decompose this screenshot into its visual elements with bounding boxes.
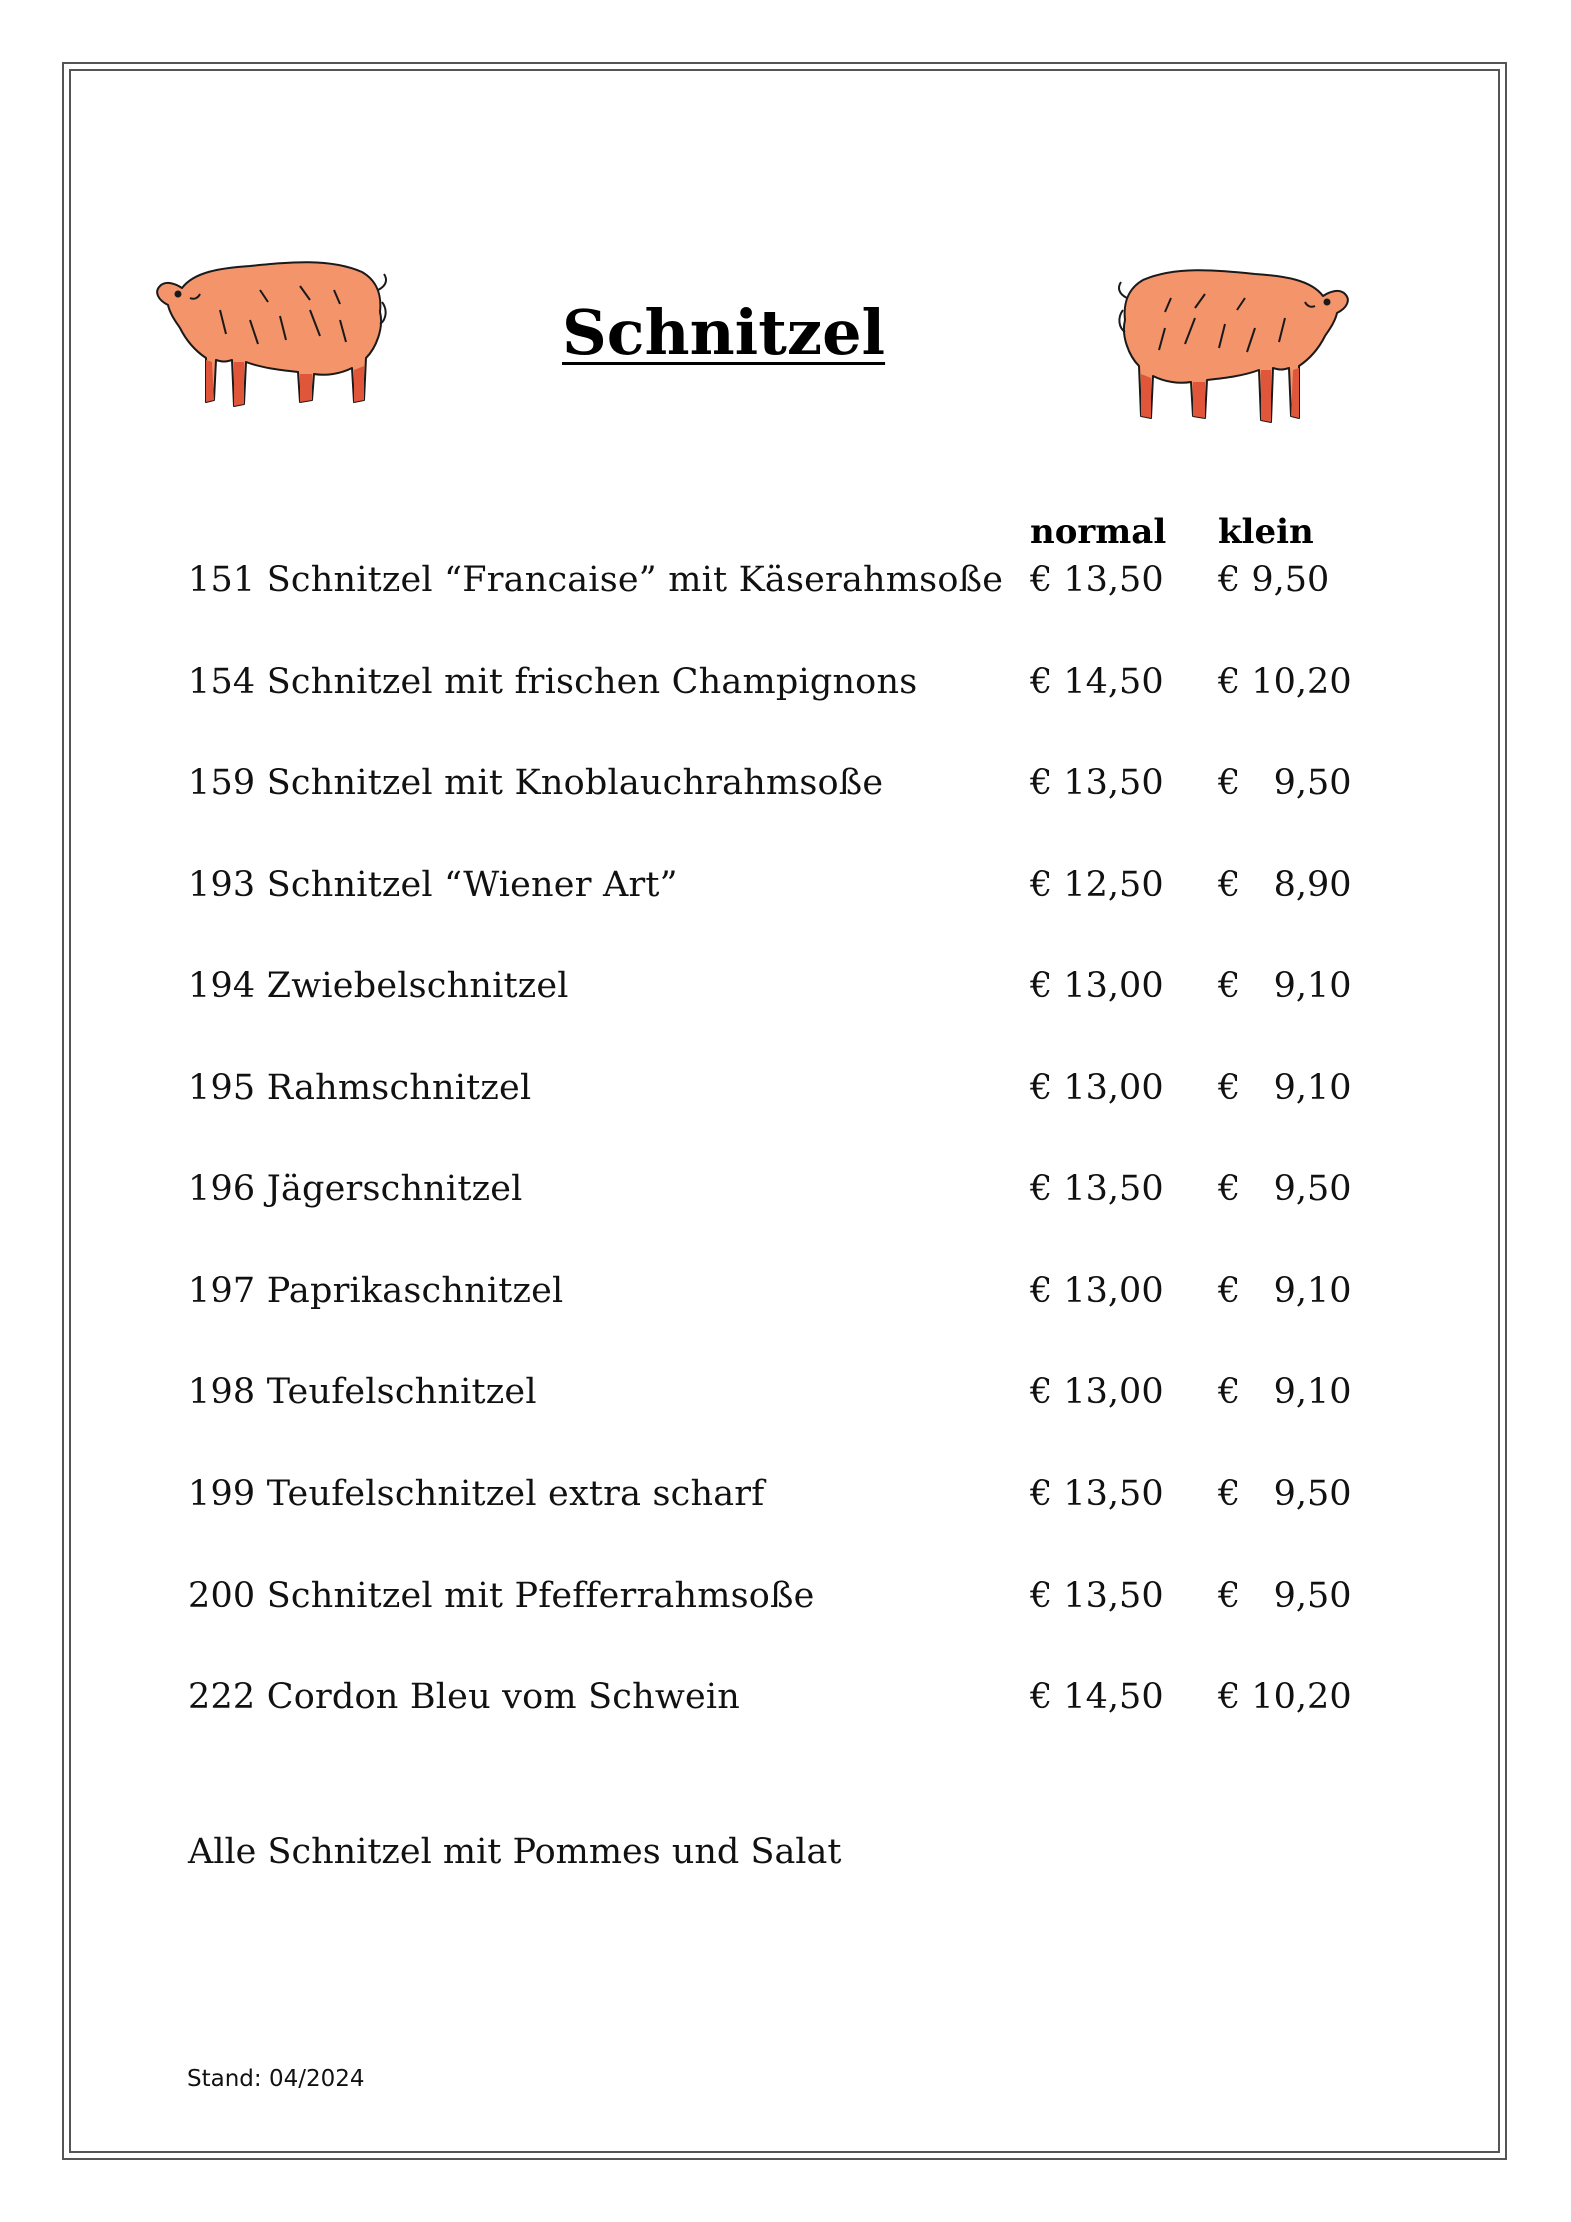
menu-item xyxy=(0,662,1571,712)
page-title: Schnitzel xyxy=(562,296,886,369)
stand-date: Stand: 04/2024 xyxy=(187,2066,365,2092)
menu-item-price-klein: € 9,10 xyxy=(1218,1271,1352,1311)
menu-item-name: 154 Schnitzel mit frischen Champignons xyxy=(188,662,918,702)
menu-item-price-klein: € 10,20 xyxy=(1218,662,1352,702)
menu-item-price-klein: € 9,10 xyxy=(1218,1068,1352,1108)
menu-item-name: 196 Jägerschnitzel xyxy=(188,1169,523,1209)
menu-item xyxy=(0,1372,1571,1422)
menu-item-price-klein: € 9,50 xyxy=(1218,763,1352,803)
menu-item xyxy=(0,763,1571,813)
menu-item-price-normal: € 13,00 xyxy=(1030,1271,1164,1311)
menu-item-price-klein: € 9,50 xyxy=(1218,1474,1352,1514)
menu-item-price-normal: € 13,50 xyxy=(1030,1576,1164,1616)
menu-item-price-klein: € 9,10 xyxy=(1218,966,1352,1006)
menu-note: Alle Schnitzel mit Pommes und Salat xyxy=(188,1832,842,1872)
menu-item-name: 193 Schnitzel “Wiener Art” xyxy=(188,865,678,905)
menu-item-name: 194 Zwiebelschnitzel xyxy=(188,966,569,1006)
menu-item-price-normal: € 13,50 xyxy=(1030,1474,1164,1514)
menu-item-price-klein: € 10,20 xyxy=(1218,1677,1352,1717)
menu-item-price-klein: € 9,10 xyxy=(1218,1372,1352,1412)
menu-item-price-klein: € 9,50 xyxy=(1218,1576,1352,1616)
menu-item-price-normal: € 13,50 xyxy=(1030,560,1164,600)
menu-item-name: 222 Cordon Bleu vom Schwein xyxy=(188,1677,741,1717)
menu-item-price-normal: € 13,50 xyxy=(1030,1169,1164,1209)
menu-item xyxy=(0,1474,1571,1524)
column-header-normal: normal xyxy=(1030,512,1167,552)
menu-item-price-normal: € 13,00 xyxy=(1030,966,1164,1006)
menu-item-name: 159 Schnitzel mit Knoblauchrahmsoße xyxy=(188,763,884,803)
menu-item-price-normal: € 12,50 xyxy=(1030,865,1164,905)
menu-item xyxy=(0,1677,1571,1727)
menu-item xyxy=(0,1169,1571,1219)
column-header-klein: klein xyxy=(1218,512,1314,552)
menu-item-name: 197 Paprikaschnitzel xyxy=(188,1271,564,1311)
menu-item-price-normal: € 13,00 xyxy=(1030,1068,1164,1108)
menu-item xyxy=(0,865,1571,915)
menu-item-price-normal: € 14,50 xyxy=(1030,1677,1164,1717)
menu-item-name: 151 Schnitzel “Francaise” mit Käserahmsoße xyxy=(188,560,1004,600)
menu-item-name: 198 Teufelschnitzel xyxy=(188,1372,537,1412)
pig-right-icon xyxy=(1115,258,1355,438)
menu-item-name: 195 Rahmschnitzel xyxy=(188,1068,532,1108)
menu-item-name: 200 Schnitzel mit Pfefferrahmsoße xyxy=(188,1576,815,1616)
menu-item-price-normal: € 13,00 xyxy=(1030,1372,1164,1412)
menu-item-price-normal: € 14,50 xyxy=(1030,662,1164,702)
menu-item-price-klein: € 8,90 xyxy=(1218,865,1352,905)
menu-item-price-normal: € 13,50 xyxy=(1030,763,1164,803)
menu-item-price-klein: € 9,50 xyxy=(1218,1169,1352,1209)
menu-item xyxy=(0,1068,1571,1118)
menu-item xyxy=(0,1271,1571,1321)
menu-item-name: 199 Teufelschnitzel extra scharf xyxy=(188,1474,765,1514)
pig-left-icon xyxy=(150,250,390,425)
menu-item xyxy=(0,1576,1571,1626)
menu-item-price-klein: € 9,50 xyxy=(1218,560,1330,600)
menu-item xyxy=(0,966,1571,1016)
menu-item xyxy=(0,560,1571,610)
